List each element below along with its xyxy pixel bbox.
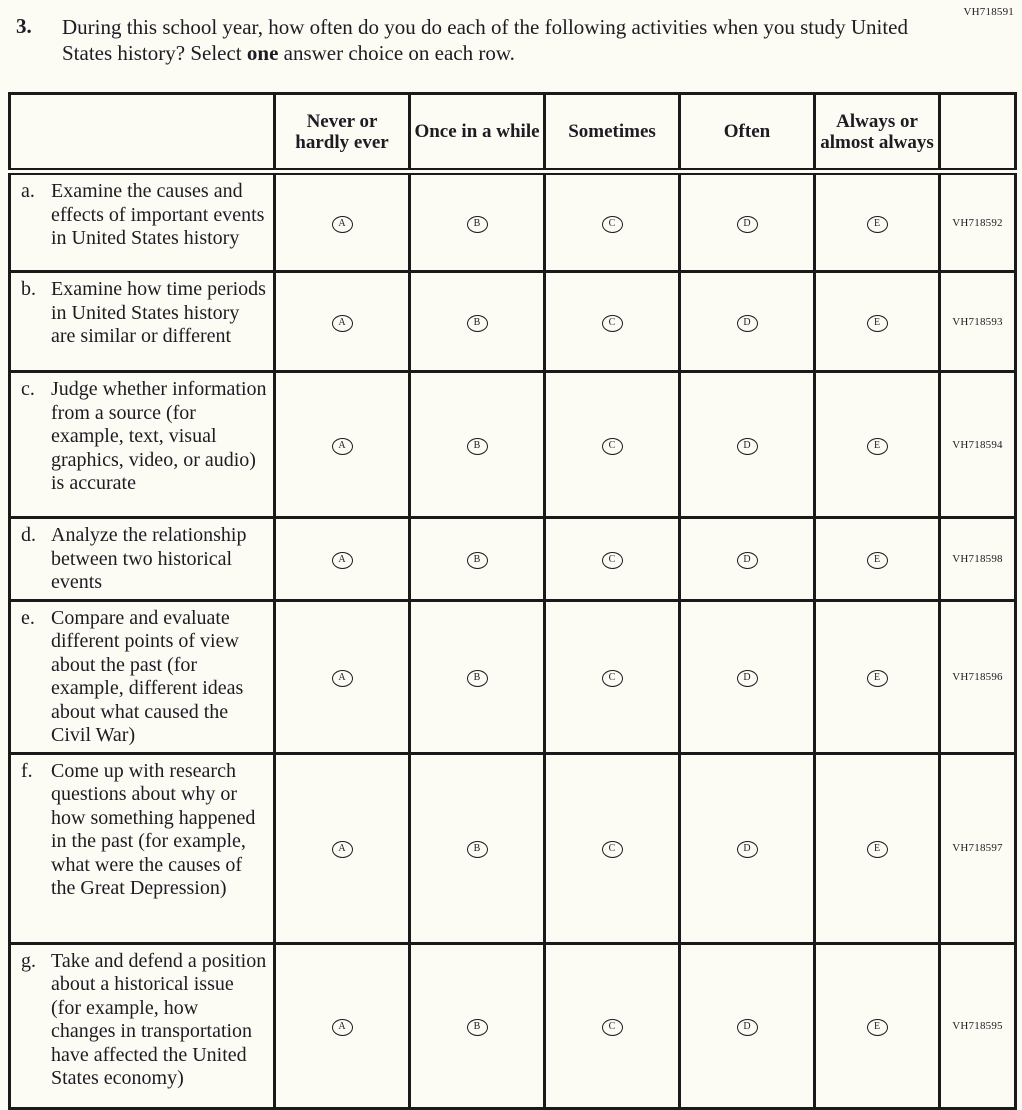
option-cell: [545, 172, 680, 272]
row-letter: f.: [21, 759, 33, 782]
header-row: [10, 94, 1016, 172]
col-header-once-in-a-while: Once in a while: [410, 94, 545, 172]
option-cell: [680, 753, 815, 943]
col-header-sometimes: Sometimes: [545, 94, 680, 172]
option-bubble-e[interactable]: E: [867, 841, 888, 858]
row-letter: a.: [21, 180, 35, 202]
option-bubble-c[interactable]: C: [602, 841, 623, 858]
activity-cell: [10, 272, 275, 372]
option-bubble-b[interactable]: B: [467, 216, 488, 233]
option-bubble-b[interactable]: B: [467, 841, 488, 858]
option-cell: [545, 518, 680, 601]
option-cell: [545, 943, 680, 1108]
option-bubble-d[interactable]: D: [737, 438, 758, 455]
row-letter: d.: [21, 524, 36, 546]
option-bubble-a[interactable]: A: [332, 1019, 353, 1036]
row-letter: b.: [21, 278, 36, 300]
activity-cell: [10, 172, 275, 272]
activity-text: Examine how time periods in United States history are similar or different: [51, 278, 266, 347]
option-bubble-a[interactable]: A: [332, 670, 353, 687]
option-cell: [680, 172, 815, 272]
option-cell: [275, 600, 410, 753]
option-bubble-a[interactable]: A: [332, 315, 353, 332]
option-bubble-b[interactable]: B: [467, 1019, 488, 1036]
option-cell: [680, 943, 815, 1108]
item-code: VH718596: [940, 600, 1016, 753]
option-bubble-a[interactable]: A: [332, 552, 353, 569]
stub-header: [10, 94, 275, 172]
option-cell: [410, 600, 545, 753]
table-row-f: [10, 753, 1016, 943]
option-bubble-d[interactable]: D: [737, 1019, 758, 1036]
option-cell: [545, 272, 680, 372]
option-bubble-b[interactable]: B: [467, 438, 488, 455]
option-bubble-d[interactable]: D: [737, 216, 758, 233]
col-header-always: Always or almost always: [815, 94, 940, 172]
option-bubble-c[interactable]: C: [602, 1019, 623, 1036]
option-cell: [410, 272, 545, 372]
option-cell: [815, 943, 940, 1108]
question-text-part1: During this school year, how often do you do each of the following activities when you study United States history? Select: [62, 15, 908, 65]
option-cell: [545, 372, 680, 518]
activity-text: Judge whether information from a source (for example, text, visual graphics, video, or audio) is accurate: [51, 378, 267, 494]
option-bubble-a[interactable]: A: [332, 216, 353, 233]
option-bubble-e[interactable]: E: [867, 670, 888, 687]
code-column-header: [940, 94, 1016, 172]
item-code: VH718595: [940, 943, 1016, 1108]
option-cell: [815, 600, 940, 753]
option-bubble-d[interactable]: D: [737, 552, 758, 569]
table-row-c: [10, 372, 1016, 518]
question-block: [16, 14, 936, 66]
option-cell: [275, 943, 410, 1108]
row-letter: g.: [21, 949, 36, 972]
item-code: VH718592: [940, 172, 1016, 272]
option-cell: [680, 372, 815, 518]
activity-text: Examine the causes and effects of important events in United States history: [51, 180, 265, 249]
activity-cell: [10, 943, 275, 1108]
table-row-e: [10, 600, 1016, 753]
item-code: VH718593: [940, 272, 1016, 372]
item-code: VH718598: [940, 518, 1016, 601]
option-bubble-c[interactable]: C: [602, 670, 623, 687]
row-letter: e.: [21, 606, 35, 629]
option-cell: [680, 600, 815, 753]
activity-cell: [10, 600, 275, 753]
page-form-code: VH718591: [963, 6, 1014, 18]
option-cell: [275, 518, 410, 601]
question-text: [62, 14, 922, 66]
option-cell: [410, 753, 545, 943]
option-cell: [275, 753, 410, 943]
option-bubble-e[interactable]: E: [867, 438, 888, 455]
row-letter: c.: [21, 378, 35, 400]
col-header-never: Never or hardly ever: [275, 94, 410, 172]
option-bubble-b[interactable]: B: [467, 315, 488, 332]
option-bubble-d[interactable]: D: [737, 670, 758, 687]
question-text-bold: one: [246, 41, 279, 65]
option-bubble-c[interactable]: C: [602, 216, 623, 233]
table-row-b: [10, 272, 1016, 372]
option-bubble-e[interactable]: E: [867, 552, 888, 569]
option-cell: [410, 943, 545, 1108]
activity-cell: [10, 372, 275, 518]
activity-text: Compare and evaluate different points of view about the past (for example, different ideas about what caused the Civil War): [51, 606, 244, 746]
option-cell: [275, 172, 410, 272]
item-code: VH718594: [940, 372, 1016, 518]
item-code: VH718597: [940, 753, 1016, 943]
table-row-g: [10, 943, 1016, 1108]
option-bubble-c[interactable]: C: [602, 315, 623, 332]
option-cell: [680, 272, 815, 372]
option-cell: [815, 518, 940, 601]
option-cell: [410, 518, 545, 601]
option-bubble-d[interactable]: D: [737, 315, 758, 332]
activity-text: Take and defend a position about a historical issue (for example, how changes in transportation have affected the United States economy): [51, 949, 267, 1089]
option-bubble-a[interactable]: A: [332, 438, 353, 455]
option-cell: [410, 372, 545, 518]
option-cell: [680, 518, 815, 601]
activity-cell: [10, 518, 275, 601]
option-bubble-b[interactable]: B: [467, 670, 488, 687]
option-bubble-e[interactable]: E: [867, 216, 888, 233]
option-cell: [815, 372, 940, 518]
option-cell: [275, 372, 410, 518]
option-bubble-c[interactable]: C: [602, 438, 623, 455]
option-bubble-e[interactable]: E: [867, 1019, 888, 1036]
option-bubble-b[interactable]: B: [467, 552, 488, 569]
option-cell: [815, 172, 940, 272]
question-text-part2: answer choice on each row.: [278, 41, 515, 65]
col-header-often: Often: [680, 94, 815, 172]
option-cell: [545, 753, 680, 943]
table-row-a: [10, 172, 1016, 272]
option-cell: [545, 600, 680, 753]
option-bubble-d[interactable]: D: [737, 841, 758, 858]
option-bubble-c[interactable]: C: [602, 552, 623, 569]
activity-cell: [10, 753, 275, 943]
question-number: 3.: [16, 14, 32, 38]
option-cell: [410, 172, 545, 272]
activity-text: Come up with research questions about why or how something happened in the past (for example, what were the causes of the Great Depression): [51, 759, 256, 899]
option-cell: [815, 272, 940, 372]
option-bubble-e[interactable]: E: [867, 315, 888, 332]
option-cell: [275, 272, 410, 372]
option-cell: [815, 753, 940, 943]
table-row-d: [10, 518, 1016, 601]
frequency-matrix-table: [8, 92, 1017, 1110]
activity-text: Analyze the relationship between two historical events: [51, 524, 247, 593]
option-bubble-a[interactable]: A: [332, 841, 353, 858]
